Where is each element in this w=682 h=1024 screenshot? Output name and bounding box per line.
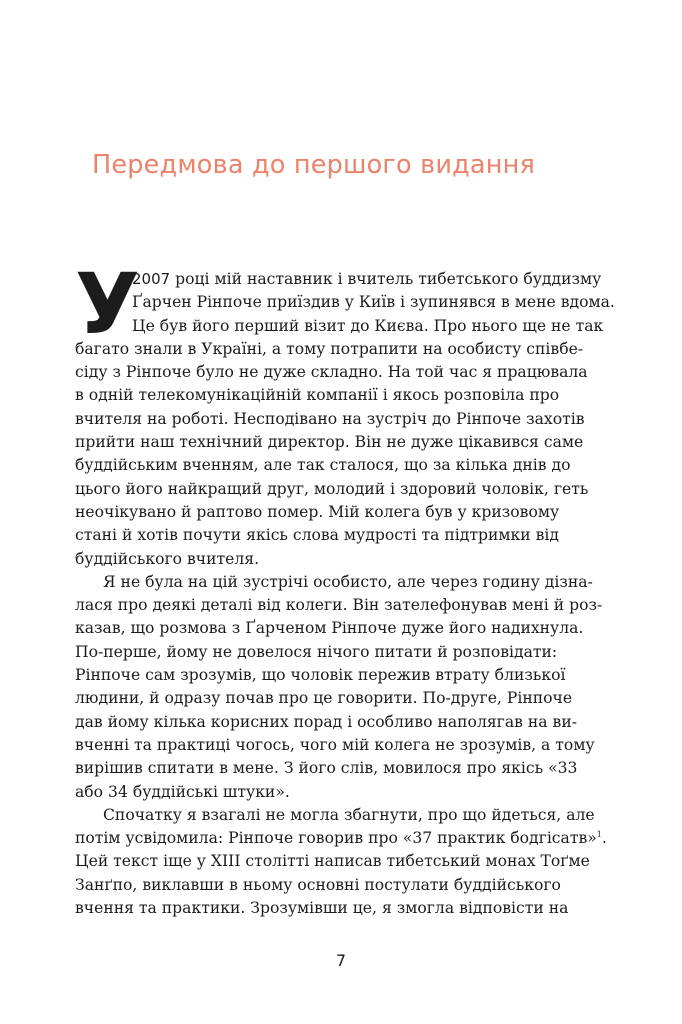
text-line: стані й хотів почути якісь слова мудрості та підтримки від [75, 526, 559, 545]
text-line: Це був його перший візит до Києва. Про нього ще не так [132, 316, 604, 335]
text-line: Рінпоче сам зрозумів, що чоловік пережив втрату близької [75, 666, 566, 685]
text-line: людини, й одразу почав про це говорити. По-друге, Рінпоче [75, 689, 573, 708]
chapter-title: Передмова до першого видання [92, 150, 536, 180]
text-line: Я не була на цій зустрічі особисто, але через годину дізна- [103, 572, 593, 591]
year: 2007 [132, 270, 171, 288]
text-line: Занґпо, виклавши в ньому основні постулати буддійського [75, 875, 561, 894]
text-line: Ґарчен Рінпоче приїздив у Київ і зупинявся в мене вдома. [132, 293, 615, 312]
page-number: 7 [335, 951, 347, 970]
text-line: вчителя на роботі. Несподівано на зустріч до Рінпоче захотів [75, 409, 585, 428]
text-line: сіду з Рінпоче було не дуже складно. На той час я працювала [75, 363, 588, 382]
text-line: буддійським вченням, але так сталося, що за кілька днів до [75, 456, 571, 475]
body-text [75, 255, 615, 920]
text-line: цього його найкращий друг, молодий і здоровий чоловік, геть [75, 479, 589, 498]
text-line: багато знали в Україні, а тому потрапити на особисту співбе- [75, 339, 584, 358]
text-line: По-перше, йому не довелося нічого питати й розповідати: [75, 642, 558, 661]
text-line: прийти наш технічний директор. Він не дуже цікавився саме [75, 433, 584, 452]
drop-cap: У [75, 255, 140, 353]
text-line: казав, що розмова з Ґарченом Рінпоче дуже його надихнула. [75, 619, 584, 638]
text-line: вчення та практики. Зрозумівши це, я змогла відповісти на [75, 899, 569, 918]
text-line: Спочатку я взагалі не могла збагнути, про що йдеться, але [103, 805, 595, 824]
footnote-marker[interactable]: 1 [596, 829, 602, 839]
text-line: лася про деякі деталі від колеги. Він зателефонував мені й роз- [75, 596, 603, 615]
text-line: дав йому кілька корисних порад і особливо наполягав на ви- [75, 712, 577, 731]
text-line: потім усвідомила: Рінпоче говорив про «37 практик бодгісатв»$^1$. [75, 829, 607, 848]
text-line: 2007 році мій наставник і вчитель тибетського буддизму [132, 270, 602, 288]
text-line: вирішив спитати в мене. З його слів, мовилося про якісь «33 [75, 759, 578, 778]
text-line: Цей текст іще у XIII столітті написав тибетський монах Тоґме [75, 852, 590, 871]
text-line: вченні та практиці чогось, чого мій колега не зрозумів, а тому [75, 735, 595, 754]
text-line: або 34 буддійські штуки». [75, 782, 290, 801]
text-line: в одній телекомунікаційній компанії і якось розповіла про [75, 386, 560, 405]
text-line: буддійського вчителя. [75, 549, 260, 568]
text-line: неочікувано й раптово помер. Мій колега був у кризовому [75, 502, 560, 521]
